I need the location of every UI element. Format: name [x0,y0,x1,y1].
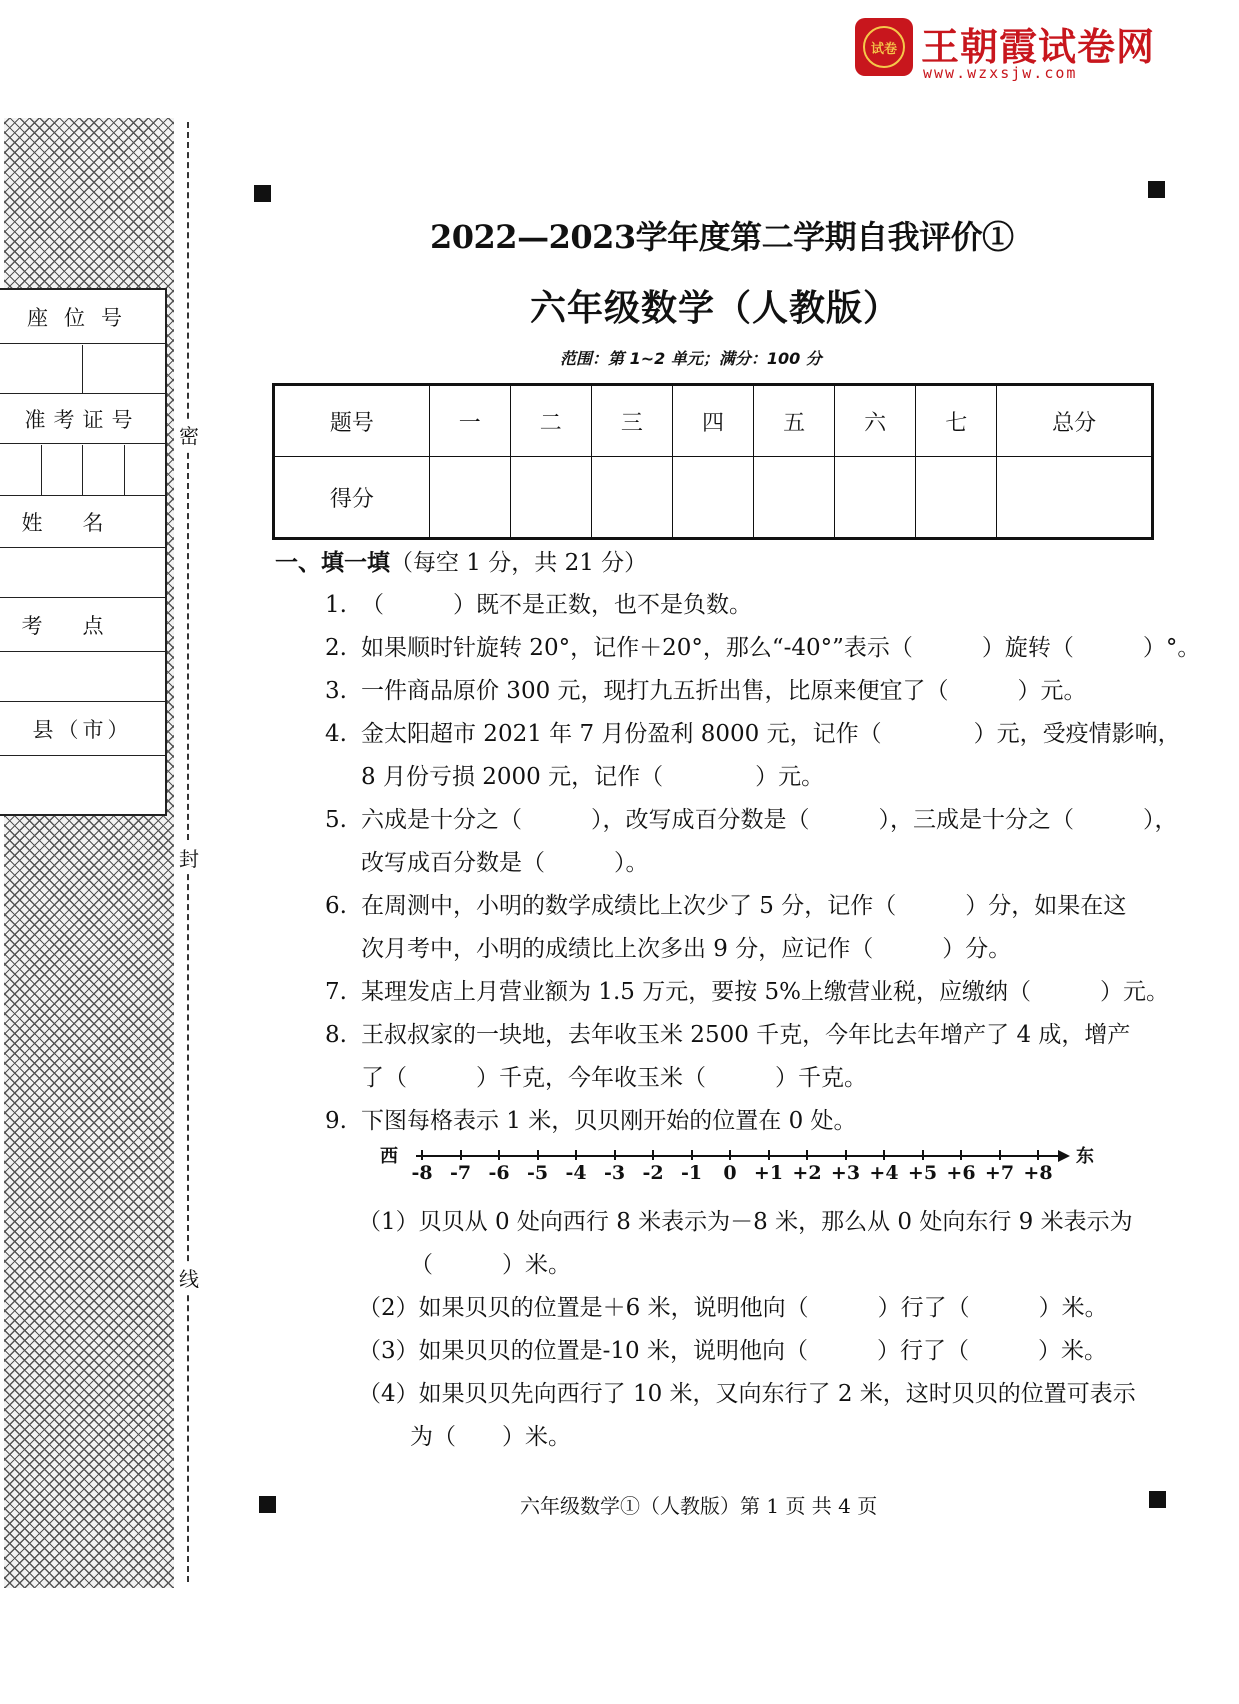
number-line-label: -3 [603,1162,626,1184]
number-line-tick [421,1150,423,1160]
corner-mark-icon [1148,181,1165,198]
student-info-panel [0,288,167,816]
number-line-label: +5 [907,1162,938,1184]
number-line-tick [537,1150,539,1160]
number-line-tick [614,1150,616,1160]
number-line-tick [768,1150,770,1160]
number-line-label: +2 [792,1162,822,1184]
question [325,805,1178,835]
score-row-label: 得分 [274,457,430,539]
number-line-label: -4 [565,1162,587,1184]
question [325,977,1169,1007]
number-line [380,1142,1100,1182]
question [325,891,1126,921]
exam-subtitle: 六年级数学（人教版） [530,287,901,329]
subquestion [358,1207,1133,1237]
brand-name: 王朝霞试卷网 [921,25,1156,69]
number-line-tick [806,1150,808,1160]
number-line-label: +1 [753,1162,784,1184]
number-line-label: -1 [680,1162,703,1184]
number-line-axis [416,1155,1060,1157]
score-cell[interactable] [997,457,1153,539]
question [325,676,1087,706]
number-line-tick [498,1150,500,1160]
question-text: 六成是十分之（ ），改写成百分数是（ ），三成是十分之（ ）， [361,807,1178,833]
question-continued: 8 月份亏损 2000 元，记作（ ）元。 [361,764,825,790]
seat-number-label: 座位号 [0,290,165,344]
score-cell[interactable] [591,457,672,539]
score-table-row [274,457,1153,539]
question-number: 9. [325,1108,347,1134]
question-number: 6. [325,893,347,919]
question-number: 8. [325,1022,347,1048]
number-line-tick [883,1150,885,1160]
question-text: 金太阳超市 2021 年 7 月份盈利 8000 元，记作（ ）元，受疫情影响， [361,721,1181,747]
arrow-right-icon [1058,1150,1070,1162]
exam-site-label: 考点 [0,599,165,652]
subquestion-number: （2） [358,1295,419,1321]
score-cell[interactable] [835,457,916,539]
number-line-label: -8 [411,1162,433,1184]
number-line-tick [575,1150,577,1160]
subquestion [358,1379,1136,1409]
question-number: 4. [325,721,347,747]
score-header-cell: 二 [510,385,591,457]
number-line-east: 东 [1076,1146,1094,1167]
question-number: 7. [325,979,347,1005]
score-header-cell: 六 [835,385,916,457]
section-title: 一、填一填 [275,550,390,576]
score-header-cell: 三 [591,385,672,457]
score-header-cell: 一 [429,385,510,457]
score-table [272,383,1154,540]
cut-label-fold: 封 [178,843,200,872]
question-number: 3. [325,678,347,704]
score-cell[interactable] [510,457,591,539]
number-line-tick [652,1150,654,1160]
number-line-tick [960,1150,962,1160]
cut-label-seal: 密 [178,420,200,449]
question-text: 如果顺时针旋转 20°，记作＋20°，那么“-40°”表示（ ）旋转（ ）°。 [361,635,1201,661]
page-footer: 六年级数学①（人教版）第 1 页 共 4 页 [520,1494,878,1518]
question-continued: 了（ ）千克，今年收玉米（ ）千克。 [361,1065,867,1091]
question [325,1106,857,1136]
score-header-cell: 七 [916,385,997,457]
subquestion-continued: （ ）米。 [410,1252,571,1278]
number-line-label: +7 [984,1162,1015,1184]
number-line-tick [729,1150,731,1160]
question-number: 1. [325,592,347,618]
number-line-west: 西 [380,1146,398,1167]
county-label: 县（市） [0,703,165,756]
question-text: 下图每格表示 1 米，贝贝刚开始的位置在 0 处。 [361,1108,857,1134]
question-continued: 改写成百分数是（ ）。 [361,850,649,876]
question-text: （ ）既不是正数，也不是负数。 [361,592,752,618]
question-text: 王叔叔家的一块地，去年收玉米 2500 千克，今年比去年增产了 4 成，增产 [361,1022,1131,1048]
exam-site-field[interactable] [0,653,165,702]
score-header-cell: 总分 [997,385,1153,457]
score-cell[interactable] [672,457,753,539]
question [325,633,1200,663]
subquestion-text: 如果贝贝的位置是＋6 米，说明他向（ ）行了（ ）米。 [418,1295,1108,1321]
number-line-label: -6 [488,1162,510,1184]
number-line-label: +4 [869,1162,899,1184]
exam-id-label: 准考证号 [0,395,165,444]
subquestion-number: （3） [358,1338,419,1364]
number-line-label: -7 [449,1162,472,1184]
number-line-tick [691,1150,693,1160]
section-heading [275,544,647,577]
section-note: （每空 1 分，共 21 分） [390,550,648,576]
brand-logo-text: 试卷 [863,26,905,68]
number-line-label: +6 [946,1162,976,1184]
exam-title: 2022—2023学年度第二学期自我评价① [430,218,1014,256]
brand-url: www.wzxsjw.com [923,64,1078,82]
cut-label-line: 线 [178,1263,200,1292]
question-continued: 次月考中，小明的成绩比上次多出 9 分，应记作（ ）分。 [361,936,1012,962]
question-text: 某理发店上月营业额为 1.5 万元，要按 5%上缴营业税，应缴纳（ ）元。 [361,979,1169,1005]
question [325,719,1181,749]
score-header-cell: 五 [754,385,835,457]
number-line-label: +3 [830,1162,861,1184]
subquestion-text: 如果贝贝的位置是-10 米，说明他向（ ）行了（ ）米。 [418,1338,1107,1364]
corner-mark-icon [1149,1491,1166,1508]
name-label: 姓名 [0,497,165,548]
number-line-tick [460,1150,462,1160]
name-field[interactable] [0,549,165,598]
question [325,1020,1130,1050]
question-text: 一件商品原价 300 元，现打九五折出售，比原来便宜了（ ）元。 [361,678,1087,704]
number-line-label: +8 [1023,1162,1053,1184]
brand-logo-icon [855,18,913,76]
score-header-cell: 题号 [274,385,430,457]
subquestion-text: 贝贝从 0 处向西行 8 米表示为－8 米，那么从 0 处向东行 9 米表示为 [418,1209,1133,1235]
score-header-cell: 四 [672,385,753,457]
exam-id-cells[interactable] [0,445,165,496]
county-field[interactable] [0,757,165,812]
subquestion-number: （4） [358,1381,419,1407]
number-line-tick [845,1150,847,1160]
question-number: 2. [325,635,347,661]
number-line-tick [1037,1150,1039,1160]
number-line-label: -2 [642,1162,664,1184]
number-line-label: 0 [723,1162,737,1184]
question-number: 5. [325,807,347,833]
question-text: 在周测中，小明的数学成绩比上次少了 5 分，记作（ ）分，如果在这 [361,893,1127,919]
score-cell[interactable] [916,457,997,539]
corner-mark-icon [259,1496,276,1513]
seat-number-cells[interactable] [0,345,165,394]
score-cell[interactable] [754,457,835,539]
subquestion [358,1293,1108,1323]
question [325,590,752,620]
number-line-label: -5 [526,1162,549,1184]
score-cell[interactable] [429,457,510,539]
number-line-tick [922,1150,924,1160]
subquestion [358,1336,1107,1366]
subquestion-text: 如果贝贝先向西行了 10 米，又向东行了 2 米，这时贝贝的位置可表示 [418,1381,1136,1407]
exam-range: 范围：第 1~2 单元；满分：100 分 [560,349,822,368]
corner-mark-icon [254,185,271,202]
number-line-tick [999,1150,1001,1160]
subquestion-number: （1） [358,1209,419,1235]
subquestion-continued: 为（ ）米。 [410,1424,571,1450]
brand-header [855,14,1175,80]
score-table-header-row [274,385,1153,457]
